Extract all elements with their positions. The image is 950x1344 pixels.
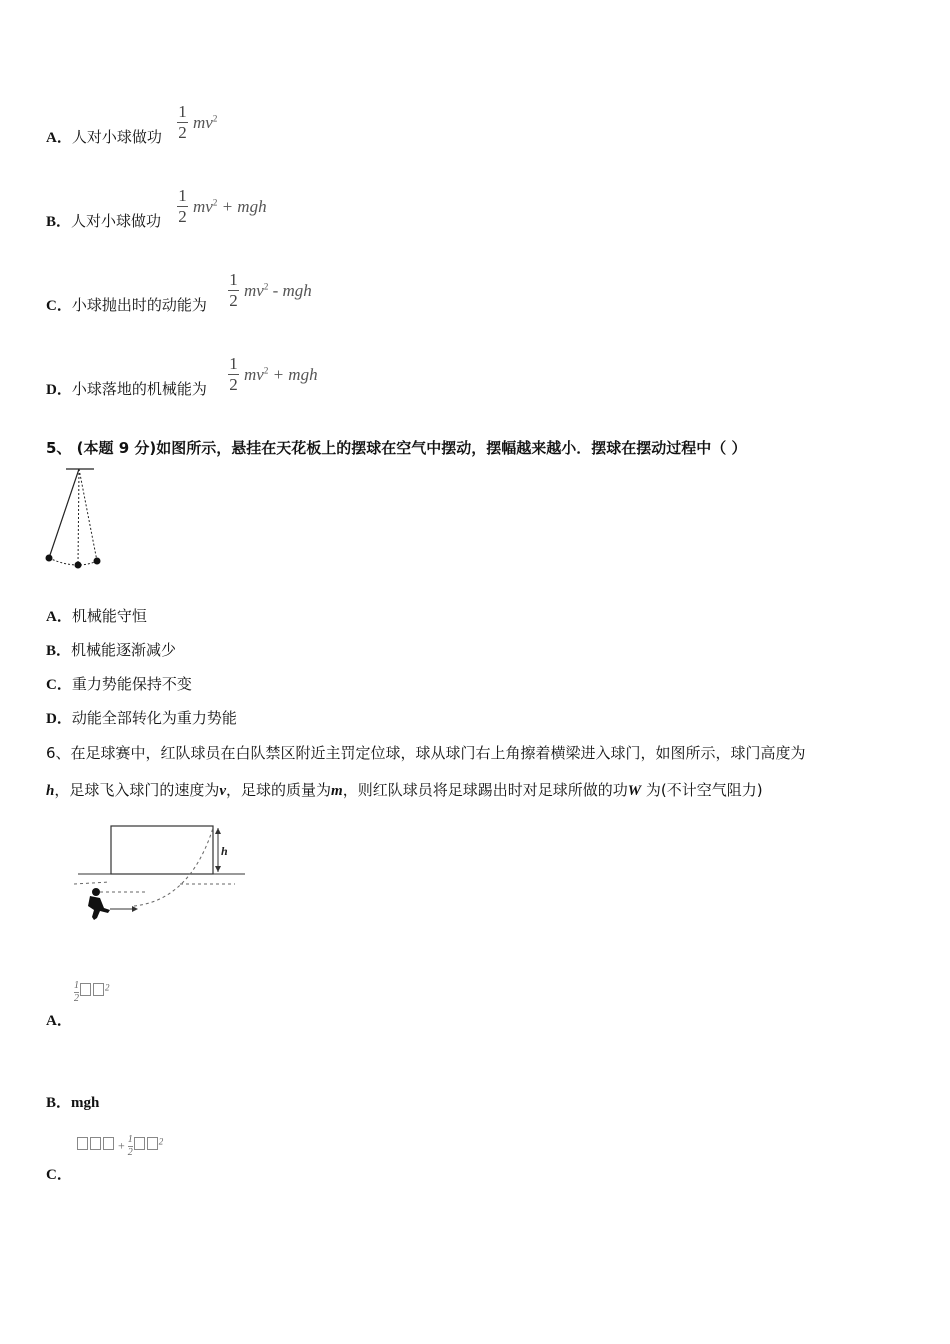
- option-text: 小球抛出时的动能为: [71, 296, 207, 314]
- pendulum-ball-left: [46, 555, 53, 562]
- swing-arc: [49, 558, 97, 565]
- math-expression: $mv^2$ + mgh: [244, 365, 318, 384]
- q6-stem-line1: 6、在足球赛中，红队球员在白队禁区附近主罚定位球，球从球门右上角擦着横梁进入球门，如图所示，球门高度为: [46, 744, 806, 762]
- q6-option-b: B．mgh: [46, 1095, 100, 1111]
- q5-option-a: A．机械能守恒: [46, 607, 147, 625]
- fraction: 1 2: [178, 102, 187, 142]
- option-label: D．: [46, 382, 72, 398]
- option-label: A．: [46, 130, 72, 146]
- pendulum-string-right: [79, 469, 97, 561]
- pendulum-string-center: [78, 469, 79, 565]
- fraction: 1 2: [229, 354, 238, 394]
- pendulum-figure: [40, 465, 110, 575]
- option-label: B．: [46, 214, 72, 230]
- pendulum-ball-right: [94, 558, 101, 565]
- math-image-c: + 1 2 $^2$: [76, 1134, 163, 1159]
- math-expression: $mv^2$ + mgh: [193, 197, 267, 216]
- q5-option-d: D．动能全部转化为重力势能: [46, 709, 237, 727]
- option-text: 人对小球做功: [71, 128, 162, 146]
- pendulum-string-left: [49, 469, 79, 558]
- math-image-a: 1 2 $^2$: [74, 980, 110, 1004]
- football-goal-figure: [70, 820, 250, 925]
- fraction: 1 2: [229, 270, 238, 310]
- pendulum-ball-center: [75, 562, 82, 569]
- math-expression: $mv^2$: [193, 113, 218, 132]
- q5-option-c: C．重力势能保持不变: [46, 675, 192, 693]
- q5-option-b: B．机械能逐渐减少: [46, 641, 177, 659]
- option-text: 人对小球做功: [71, 212, 162, 230]
- height-label: h: [221, 844, 228, 858]
- option-text: 小球落地的机械能为: [71, 380, 207, 398]
- player-silhouette: [88, 888, 110, 920]
- fraction: 1 2: [178, 186, 187, 226]
- option-label: C．: [46, 298, 72, 314]
- q5-stem: 5、 (本题 9 分)如图所示，悬挂在天花板上的摆球在空气中摆动，摆幅越来越小．摆球在摆动过程中（ ）: [46, 439, 747, 457]
- math-expression: $mv^2$ - mgh: [244, 281, 312, 300]
- ball-trajectory: [134, 828, 213, 906]
- q6-stem-line2: h，足球飞入球门的速度为v，足球的质量为m，则红队球员将足球踢出时对足球所做的功W 为(不计空气阻力): [46, 781, 763, 799]
- goal-frame: [111, 826, 213, 874]
